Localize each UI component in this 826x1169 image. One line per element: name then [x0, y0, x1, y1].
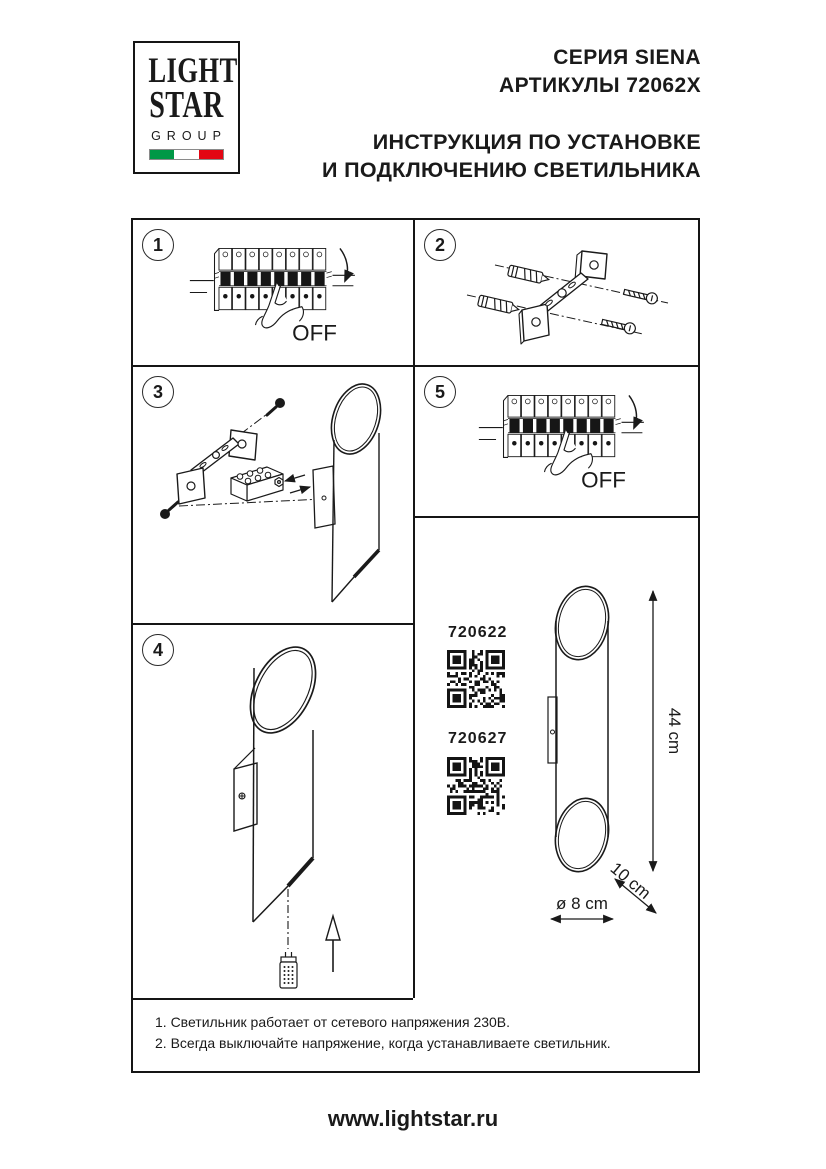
logo-word-group: GROUP: [151, 129, 227, 143]
logo-word-star: STAR: [149, 84, 224, 126]
qr-code-720622: [447, 650, 505, 708]
panel-divider-left-row3: [131, 998, 413, 1000]
screw-icon: [601, 287, 659, 335]
flag-green-segment: [150, 150, 174, 159]
lamp-body-icon: [313, 378, 389, 602]
insert-direction-arrow-icon: [326, 916, 340, 972]
qr-code-720627: [447, 757, 505, 815]
mounting-bracket-icon: [519, 251, 607, 344]
panel-divider-vertical: [413, 218, 415, 998]
panel-divider-left-row2: [131, 623, 413, 625]
series-article-block: [280, 44, 701, 100]
step-1-breaker-off-illustration: [186, 238, 358, 350]
lamp-outline-icon: [549, 581, 615, 876]
step-4-number: 4: [142, 634, 174, 666]
step-1-number: 1: [142, 229, 174, 261]
step-3-number: 3: [142, 376, 174, 408]
terminal-block-icon: [231, 467, 283, 501]
step-3-assembly-illustration: [145, 378, 407, 620]
note-line-1: 1. Светильник работает от сетевого напряжения 230В.: [155, 1014, 511, 1030]
article-label-720622: 720622: [448, 624, 508, 641]
step-2-mounting-illustration: [425, 240, 695, 358]
safety-notes: [155, 1012, 685, 1054]
height-dimension-label: 44 cm: [665, 707, 684, 755]
panel-divider-right-row2: [413, 516, 700, 518]
step-5-number: 5: [424, 376, 456, 408]
logo-word-light: LIGHT: [148, 50, 238, 90]
product-dimensions-illustration: [528, 575, 703, 935]
g9-bulb-icon: [280, 952, 297, 988]
website-url: www.lightstar.ru: [327, 1106, 499, 1131]
article-label-720627: 720627: [448, 730, 508, 747]
note-line-2: 2. Всегда выключайте напряжение, когда устанавливаете светильник.: [155, 1035, 611, 1051]
instruction-title: [280, 128, 701, 184]
flag-red-segment: [199, 150, 223, 159]
flag-white-segment: [174, 150, 198, 159]
step-4-lamp-illustration: [150, 640, 400, 990]
articles-title: АРТИКУЛЫ 72062X: [499, 74, 701, 97]
step-2-number: 2: [424, 229, 456, 261]
diameter-dimension-label: ø 8 cm: [556, 894, 608, 913]
series-title: СЕРИЯ SIENA: [553, 46, 701, 69]
instruction-title-line2: И ПОДКЛЮЧЕНИЮ СВЕТИЛЬНИКА: [322, 158, 701, 182]
step-5-off-label: OFF: [581, 467, 626, 493]
panel-divider-row1: [131, 365, 700, 367]
lightstar-logo: [133, 41, 240, 174]
step-1-off-label: OFF: [292, 320, 337, 346]
italian-flag-stripe: [149, 149, 224, 160]
step-5-breaker-off-illustration: [475, 385, 647, 497]
depth-dimension-label: 10 cm: [606, 858, 655, 903]
instruction-title-line1: ИНСТРУКЦИЯ ПО УСТАНОВКЕ: [372, 130, 701, 154]
